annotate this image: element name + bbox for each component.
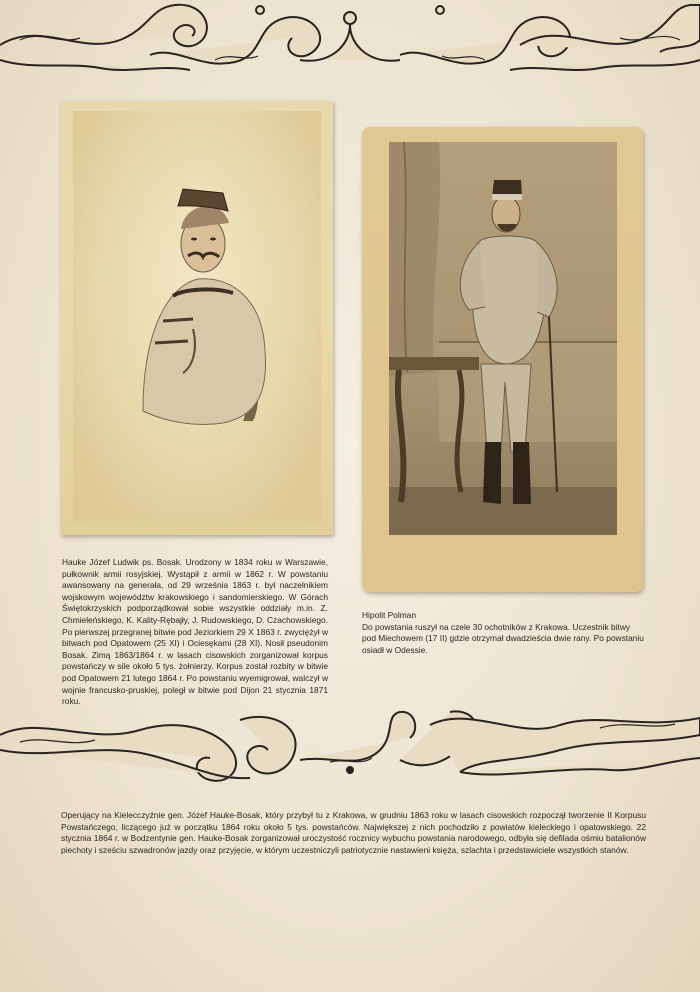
portrait-photo-hauke-bosak: [73, 111, 321, 521]
caption-polman-name: Hipolit Polman: [362, 610, 416, 620]
caption-polman-block: [362, 610, 644, 656]
portrait-photo-polman: [389, 142, 617, 535]
caption-polman-text: Do powstania ruszył na czele 30 ochotników z Krakowa. Uczestnik bitwy pod Miechowem (17 II) gdzie otrzymał dwadzieścia dwie rany. Po powstaniu osiadł w Odessie.: [362, 621, 644, 655]
bottom-paragraph: Operujący na Kielecczyźnie gen. Józef Hauke-Bosak, który przybył tu z Krakowa, w grudniu 1863 roku w lasach cisowskich rozpoczął tworzenie II Korpusu Powstańczego, liczącego już w początku 1864 roku około 5 tys. powstańców. Największej z nich pochodziło z powiatów kieleckiego i opatowskiego. 22 stycznia 1864 r. w Bodzentynie gen. Hauke-Bosak zorganizował uroczystość rocznicy wybuchu powstania narodowego, odbyła się defilada ośmiu batalionów piechoty i sześciu szwadronów jazdy oraz przyjęcie, w którym uczestniczyli patriotycznie nastawieni księża, szlachta i przedstawiciele wszystkich stanów.: [61, 810, 646, 855]
middle-scroll-ornament-icon: [0, 700, 700, 798]
portrait-card-polman: [362, 127, 643, 592]
top-scroll-ornament-icon: [0, 0, 700, 78]
caption-hauke-bosak: Hauke Józef Ludwik ps. Bosak. Urodzony w 1834 roku w Warszawie, pułkownik armii rosyjskiej. Wystąpił z armii w 1862 r. W powstaniu awansowany na generała, od 29 września 1863 r. był naczelnikiem wojskowym województw krakowskiego i sandomierskiego. W Górach Świętokrzyskich podporządkował sobie wszystkie oddziały m.in. Z. Chmieleńskiego, K. Kality-Rębajły, J. Rudowskiego, D. Czachowskiego. Po pierwszej przegranej bitwie pod Jeziorkiem 29 X 1863 r. zwyciężył w bitwach pod Opatowem (25 XI) i Ociesękami (28 XI). Nosił pseudonim Bosak. Zimą 1863/1864 r. w lasach cisowskich zorganizował korpus powstańczy w sile około 5 tys. żołnierzy. Korpus został rozbity w bitwie pod Opatowem 21 lutego 1864 r. Po powstaniu wyemigrował, walczył w wojnie francusko-pruskiej, poległ w bitwie pod Dijon 21 stycznia 1871 roku.: [62, 557, 328, 707]
portrait-card-hauke-bosak: [61, 101, 333, 535]
